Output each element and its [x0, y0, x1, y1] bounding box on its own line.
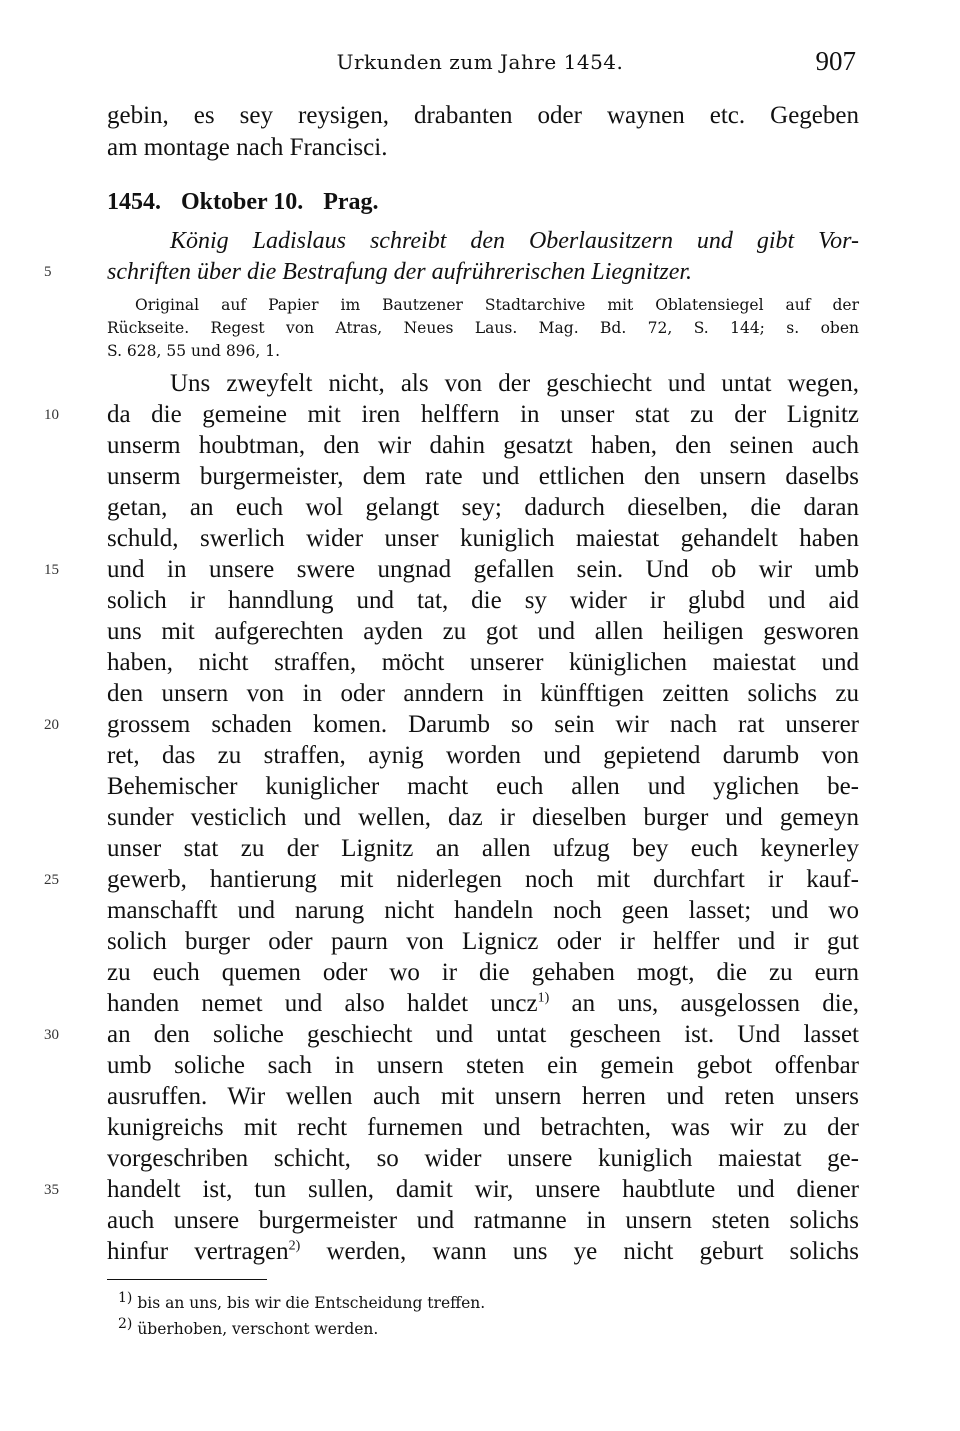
regest-line: König Ladislaus schreibt den Oberlausitzern und gibt Vor-: [170, 228, 859, 254]
body-line: unserm houbtman, den wir dahin gesatzt haben, den seinen auch: [107, 432, 859, 459]
entry-place: Prag.: [323, 189, 379, 215]
body-text: an uns, ausgelossen die,: [571, 990, 860, 1017]
intro-line: gebin, es sey reysigen, drabanten oder waynen etc. Gegeben: [107, 102, 859, 129]
entry-day: Oktober 10.: [181, 189, 304, 215]
body-line: ret, das zu straffen, aynig worden und gepietend darumb von: [107, 742, 859, 769]
body-text: handen nemet und also haldet uncz: [107, 990, 538, 1017]
line-number: 20: [44, 717, 59, 733]
body-line: kunigreichs mit recht furnemen und betrachten, was wir zu der: [107, 1114, 859, 1141]
body-line: Behemischer kuniglicher macht euch allen und yglichen be-: [107, 773, 859, 800]
running-header: [0, 46, 960, 86]
body-line-with-footnote: [107, 1236, 859, 1268]
body-text: werden, wann uns ye nicht geburt solichs: [326, 1238, 859, 1265]
running-title: Urkunden zum Jahre 1454.: [336, 50, 624, 74]
body-line: haben, nicht straffen, möcht unserer küniglichen maiestat und: [107, 649, 859, 676]
line-number: 15: [44, 562, 59, 578]
body-line: den unsern von in oder anndern in künfftigen zeitten solichs zu: [107, 680, 859, 707]
footnote: [118, 1316, 378, 1342]
line-number: 25: [44, 872, 59, 888]
line-number: 5: [44, 264, 52, 280]
footnote-mark: 1): [118, 1289, 133, 1306]
body-line: da die gemeine mit iren helffern in unser stat zu der Lignitz: [107, 401, 859, 428]
source-note-line: Rückseite. Regest von Atras, Neues Laus. Mag. Bd. 72, S. 144; s. oben: [107, 319, 859, 337]
body-line: unser stat zu der Lignitz an allen ufzug bey euch keynerley: [107, 835, 859, 862]
body-line: schuld, swerlich wider unser kuniglich maiestat gehandelt haben: [107, 525, 859, 552]
body-line: handelt ist, tun sullen, damit wir, unsere haubtlute und diener: [107, 1176, 859, 1203]
footnote-ref: 2): [288, 1238, 301, 1254]
body-line: solich burger oder paurn von Lignicz oder ir helffer und ir gut: [107, 928, 859, 955]
source-note-line: S. 628, 55 und 896, 1.: [107, 342, 281, 360]
body-line: grossem schaden komen. Darumb so sein wir nach rat unserer: [107, 711, 859, 738]
source-note-line: Original auf Papier im Bautzener Stadtarchive mit Oblatensiegel auf der: [135, 296, 859, 314]
footnote-ref: 1): [537, 990, 550, 1006]
page-number: 907: [815, 46, 856, 76]
intro-line: am montage nach Francisci.: [107, 134, 388, 161]
line-number: 35: [44, 1182, 59, 1198]
regest-line: schriften über die Bestrafung der aufrührerischen Liegnitzer.: [107, 259, 693, 285]
body-line: unserm burgermeister, dem rate und ettlichen den unsern daselbs: [107, 463, 859, 490]
entry-date: [107, 186, 859, 218]
body-line: Uns zweyfelt nicht, als von der geschiecht und untat wegen,: [170, 370, 859, 397]
body-line: vorgeschriben schicht, so wider unsere kuniglich maiestat ge-: [107, 1145, 859, 1172]
footnote-text: bis an uns, bis wir die Entscheidung treffen.: [137, 1294, 486, 1312]
footnote-mark: 2): [118, 1315, 133, 1332]
body-line: getan, an euch wol gelangt sey; dadurch dieselben, die daran: [107, 494, 859, 521]
body-line: auch unsere burgermeister und ratmanne in unsern steten solichs: [107, 1207, 859, 1234]
line-number: 10: [44, 407, 59, 423]
body-line: sunder vesticlich und wellen, daz ir dieselben burger und gemeyn: [107, 804, 859, 831]
body-line: uns mit aufgerechten ayden zu got und allen heiligen gesworen: [107, 618, 859, 645]
body-text: hinfur vertragen: [107, 1238, 289, 1265]
body-line: an den soliche geschiecht und untat gescheen ist. Und lasset: [107, 1021, 859, 1048]
footnote-text: überhoben, verschont werden.: [137, 1320, 379, 1338]
body-line: manschafft und narung nicht handeln noch geen lasset; und wo: [107, 897, 859, 924]
body-line: und in unsere swere ungnad gefallen sein. Und ob wir umb: [107, 556, 859, 583]
body-line: umb soliche sach in unsern steten ein gemein gebot offenbar: [107, 1052, 859, 1079]
line-number: 30: [44, 1027, 59, 1043]
body-line: ausruffen. Wir wellen auch mit unsern herren und reten unsers: [107, 1083, 859, 1110]
body-line: solich ir hanndlung und tat, die sy wider ir glubd und aid: [107, 587, 859, 614]
body-line: gewerb, hantierung mit niderlegen noch mit durchfart ir kauf-: [107, 866, 859, 893]
footnote: [118, 1290, 485, 1316]
entry-year: 1454.: [107, 189, 161, 215]
body-line: zu euch quemen oder wo ir die gehaben mogt, die zu eurn: [107, 959, 859, 986]
footnote-divider: [107, 1279, 267, 1280]
body-line-with-footnote: [107, 988, 859, 1020]
